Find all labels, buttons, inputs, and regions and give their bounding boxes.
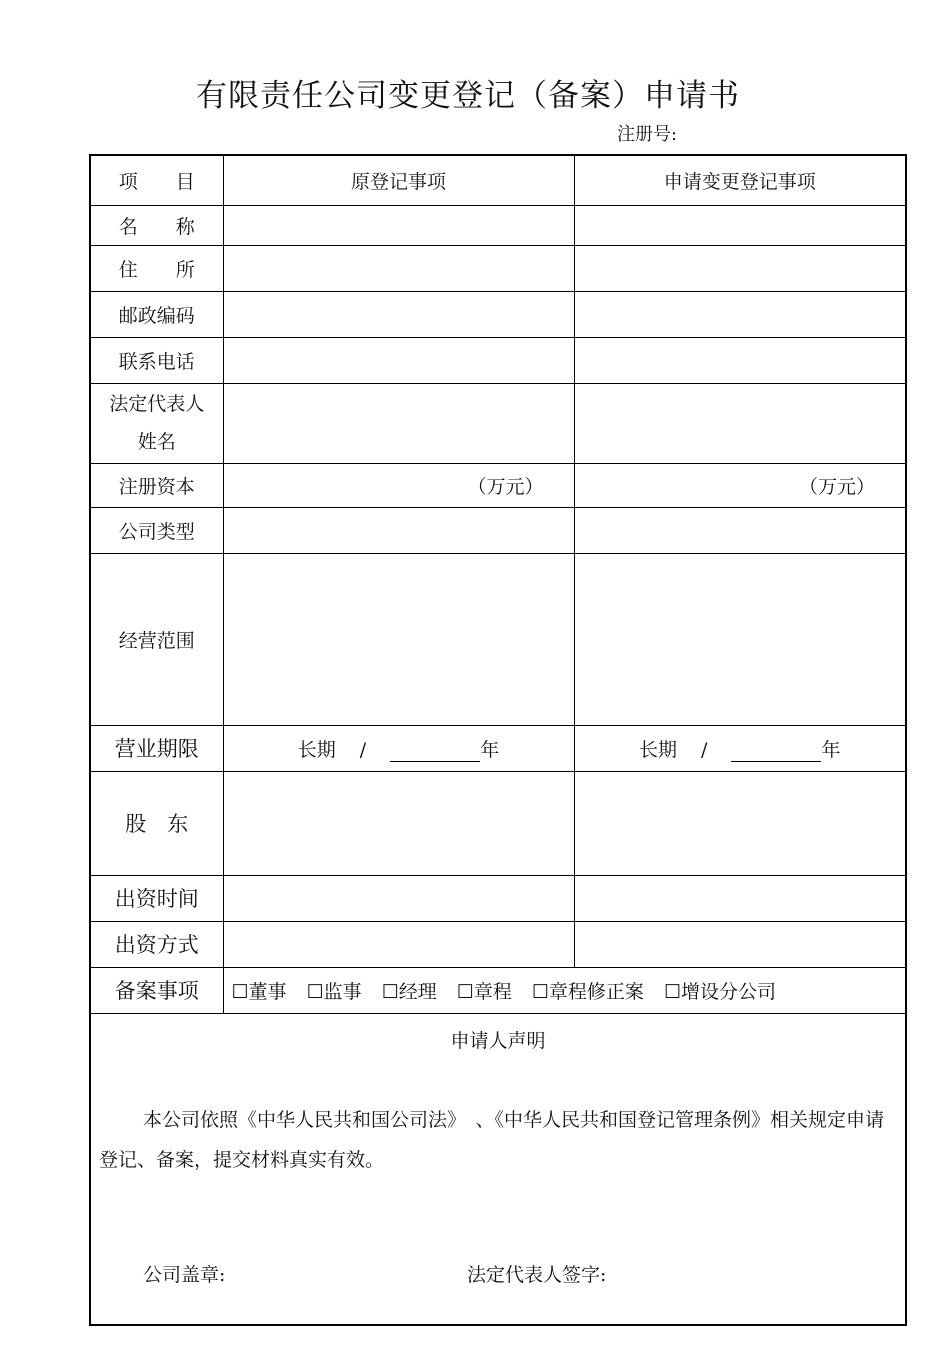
term-long-requested: 长期 (639, 738, 678, 761)
field-legal-rep-original[interactable] (223, 383, 574, 463)
label-legal-rep (90, 383, 223, 463)
company-seal-label: 公司盖章: (143, 1263, 226, 1286)
row-postcode (90, 291, 906, 337)
header-row (90, 155, 906, 205)
row-capital (90, 463, 906, 507)
row-business-scope (90, 553, 906, 725)
field-shareholders-requested[interactable] (574, 771, 906, 875)
legal-rep-signature-label: 法定代表人签字: (467, 1263, 607, 1286)
field-capital-original[interactable] (223, 463, 574, 507)
field-invest-time-original[interactable] (223, 875, 574, 921)
declaration-text: 本公司依照《中华人民共和国公司法》 、《中华人民共和国登记管理条例》相关规定申请登记、备案，提交材料真实有效。 (99, 1108, 885, 1171)
field-business-scope-original[interactable] (223, 553, 574, 725)
term-slash-original: / (359, 738, 367, 761)
field-name-requested[interactable] (574, 205, 906, 245)
header-original: 原登记事项 (223, 155, 574, 205)
checkbox-manager[interactable]: ☐经理 (381, 980, 437, 1003)
field-name-original[interactable] (223, 205, 574, 245)
field-legal-rep-requested[interactable] (574, 383, 906, 463)
term-years-blank-original[interactable] (390, 743, 480, 762)
term-years-blank-requested[interactable] (731, 743, 821, 762)
field-term-original[interactable] (223, 725, 574, 771)
label-filing-items: 备案事项 (90, 967, 223, 1013)
application-form-table (89, 154, 907, 1326)
term-year-requested: 年 (821, 738, 841, 761)
label-address: 住 所 (90, 245, 223, 291)
capital-unit-requested: （万元） (798, 475, 875, 498)
label-legal-rep-line1: 法定代表人 (109, 393, 205, 415)
page-title: 有限责任公司变更登记（备案）申请书 (196, 78, 740, 114)
row-shareholders (90, 771, 906, 875)
checkbox-supervisor[interactable]: ☐监事 (306, 980, 362, 1003)
row-invest-time (90, 875, 906, 921)
field-capital-requested[interactable] (574, 463, 906, 507)
checkbox-articles[interactable]: ☐章程 (456, 980, 512, 1003)
label-company-type: 公司类型 (90, 507, 223, 553)
row-address (90, 245, 906, 291)
field-invest-method-original[interactable] (223, 921, 574, 967)
field-phone-requested[interactable] (574, 337, 906, 383)
row-declaration (90, 1013, 906, 1325)
label-business-scope: 经营范围 (90, 553, 223, 725)
field-postcode-requested[interactable] (574, 291, 906, 337)
field-shareholders-original[interactable] (223, 771, 574, 875)
label-legal-rep-line2: 姓名 (137, 431, 176, 453)
field-postcode-original[interactable] (223, 291, 574, 337)
term-slash-requested: / (701, 738, 708, 761)
label-name: 名 称 (90, 205, 223, 245)
field-company-type-requested[interactable] (574, 507, 906, 553)
label-invest-method: 出资方式 (90, 921, 223, 967)
label-invest-time: 出资时间 (90, 875, 223, 921)
label-term: 营业期限 (90, 725, 223, 771)
field-phone-original[interactable] (223, 337, 574, 383)
field-business-scope-requested[interactable] (574, 553, 906, 725)
declaration-cell (90, 1013, 906, 1325)
field-term-requested[interactable] (574, 725, 906, 771)
field-invest-method-requested[interactable] (574, 921, 906, 967)
row-phone (90, 337, 906, 383)
header-item: 项 目 (90, 155, 223, 205)
row-legal-rep (90, 383, 906, 463)
checkbox-articles-amendment[interactable]: ☐章程修正案 (531, 980, 644, 1003)
label-shareholders: 股 东 (90, 771, 223, 875)
label-postcode: 邮政编码 (90, 291, 223, 337)
label-capital: 注册资本 (90, 463, 223, 507)
declaration-box (91, 1014, 905, 1324)
checkbox-director[interactable]: ☐董事 (231, 980, 287, 1003)
label-phone: 联系电话 (90, 337, 223, 383)
row-term (90, 725, 906, 771)
field-address-original[interactable] (223, 245, 574, 291)
term-year-original: 年 (480, 738, 500, 761)
row-company-type (90, 507, 906, 553)
field-invest-time-requested[interactable] (574, 875, 906, 921)
term-long-original: 长期 (297, 738, 336, 761)
field-address-requested[interactable] (574, 245, 906, 291)
registration-number-label: 注册号: (617, 124, 678, 145)
header-requested: 申请变更登记事项 (574, 155, 906, 205)
declaration-title: 申请人声明 (450, 1029, 546, 1052)
row-name (90, 205, 906, 245)
filing-options (223, 967, 906, 1013)
field-company-type-original[interactable] (223, 507, 574, 553)
row-filing-items (90, 967, 906, 1013)
capital-unit-original: （万元） (467, 475, 544, 498)
row-invest-method (90, 921, 906, 967)
checkbox-add-branch[interactable]: ☐增设分公司 (663, 980, 777, 1003)
